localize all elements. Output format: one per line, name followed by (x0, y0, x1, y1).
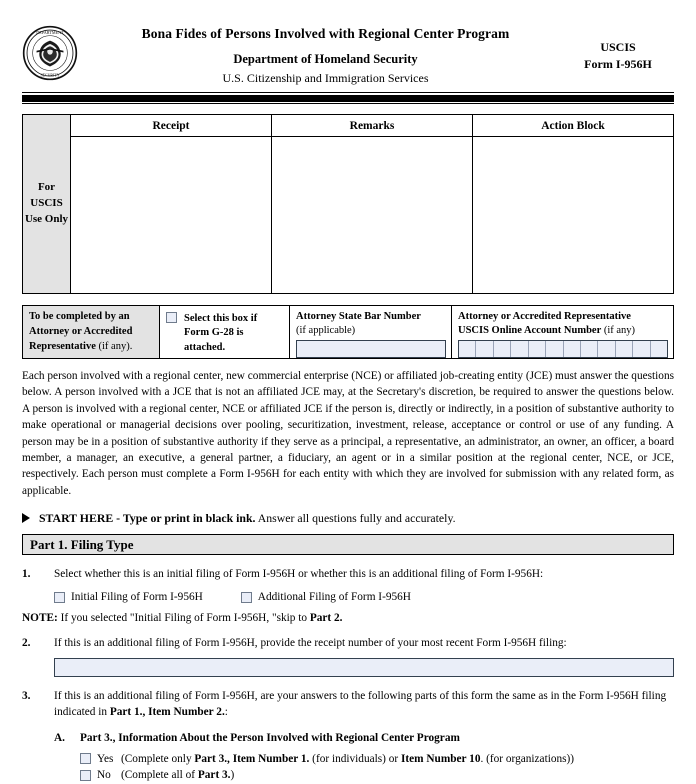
question-1-number: 1. (22, 566, 54, 582)
account-number-cell[interactable] (476, 341, 493, 357)
intro-paragraph: Each person involved with a regional center, new commercial enterprise (NCE) or affiliated job-creating entity (JCE) must answer the questions below. A person involved with a JCE that is not an affiliated JCE may, at the Secretary's discretion, be required to answer the questions below. A person is involved with a regional center, NCE or affiliated JCE if the person is, directly or indirectly, in a position of substantive authority to make operational or managerial decisions over pooling, securitization, investment, release, acceptance or control or use of any funding. A person may be in a position of substantive authority if they serve as a principal, a representative, an administrator, an owner, an officer, a board member, a manager, an executive, a general partner, a fiduciary, an agent or in a similar position at the regional center, NCE, or JCE, respectively. Each person must complete a Form I-956H for each entity with which they are involved for submission with any related form, as applicable. (22, 368, 674, 499)
sub-a-yes-no-options (80, 751, 674, 784)
account-number-cell[interactable] (511, 341, 528, 357)
divider-thin-top (22, 92, 674, 93)
sub-a-yes-text-2: (for individuals) or (309, 753, 401, 765)
start-here-regular: Answer all questions fully and accurately. (255, 511, 455, 525)
sub-a-no-text-2: ) (231, 769, 235, 781)
agency-abbrev: USCIS (557, 39, 679, 56)
sub-a-yes-ref-1: Part 3., Item Number 1. (194, 753, 309, 765)
start-here-line (22, 511, 674, 526)
question-3-reference: Part 1., Item Number 2. (110, 706, 225, 718)
receipt-column-body[interactable] (71, 137, 271, 293)
uscis-online-account-label-line1: Attorney or Accredited Representative (458, 310, 668, 324)
form-identifier (557, 39, 679, 74)
divider-thin-bottom (22, 103, 674, 104)
account-number-cell[interactable] (494, 341, 511, 357)
account-number-cell[interactable] (546, 341, 563, 357)
uscis-use-only-columns (71, 115, 673, 293)
sub-a-letter: A. (54, 732, 80, 744)
note-label: NOTE: (22, 612, 58, 624)
account-number-cell[interactable] (616, 341, 633, 357)
question-1-note (22, 612, 674, 624)
note-bold-ref: Part 2. (310, 612, 343, 624)
right-triangle-icon (22, 513, 30, 523)
sub-a-no-detail (121, 767, 234, 784)
question-3-text (54, 688, 674, 721)
question-1 (22, 566, 674, 582)
receipt-column (71, 115, 272, 293)
action-block-column-body[interactable] (473, 137, 673, 293)
sub-a-no-row[interactable] (80, 767, 674, 784)
question-3-sub-a (54, 732, 674, 744)
attorney-state-bar-sublabel: (if applicable) (296, 324, 446, 338)
uscis-online-account-cell (452, 306, 673, 358)
header-titles (90, 26, 561, 86)
sub-a-yes-label: Yes (97, 751, 121, 768)
question-2-number: 2. (22, 635, 54, 651)
additional-filing-checkbox[interactable] (241, 592, 252, 603)
initial-filing-label: Initial Filing of Form I-956H (71, 591, 203, 603)
question-2 (22, 635, 674, 651)
agency-subtitle: U.S. Citizenship and Immigration Services (90, 71, 561, 86)
initial-filing-checkbox[interactable] (54, 592, 65, 603)
attorney-section-label-bold: To be completed by an Attorney or Accredited Representative (29, 311, 132, 352)
svg-text:DEPARTMENT: DEPARTMENT (36, 30, 64, 35)
sub-a-yes-ref-2: Item Number 10 (401, 753, 481, 765)
receipt-number-input[interactable] (54, 658, 674, 677)
g28-attached-checkbox[interactable] (166, 312, 177, 323)
header-divider (22, 92, 674, 104)
sub-a-no-ref-1: Part 3. (198, 769, 231, 781)
attorney-section-label-regular: (if any). (96, 341, 132, 352)
sub-a-no-text-1: (Complete all of (121, 769, 198, 781)
attorney-state-bar-input[interactable] (296, 340, 446, 358)
remarks-column-header: Remarks (272, 115, 472, 137)
start-here-bold: START HERE - Type or print in black ink. (39, 511, 255, 525)
sub-a-yes-row[interactable] (80, 751, 674, 768)
sub-a-no-checkbox[interactable] (80, 770, 91, 781)
uscis-online-account-input[interactable] (458, 340, 668, 358)
attorney-section-table (22, 305, 674, 359)
divider-thick (22, 95, 674, 102)
account-number-cell[interactable] (581, 341, 598, 357)
sub-a-yes-text-3: . (for organizations)) (480, 753, 574, 765)
question-3 (22, 688, 674, 721)
sub-a-yes-detail (121, 751, 574, 768)
option-initial-filing[interactable] (54, 591, 203, 603)
part-1-header-bar: Part 1. Filing Type (22, 534, 674, 555)
attorney-section-label (23, 306, 160, 358)
uscis-online-account-label-regular: (if any) (601, 325, 635, 336)
question-3-text-part1: If this is an additional filing of Form I-956H, are your answers to the following parts of this form the same as in the Form I-956H filing indicated in (54, 690, 666, 718)
dhs-seal-icon (22, 25, 78, 81)
remarks-column-body[interactable] (272, 137, 472, 293)
uscis-online-account-label-line2 (458, 324, 668, 338)
sub-a-no-label: No (97, 767, 121, 784)
sub-a-yes-text-1: (Complete only (121, 753, 194, 765)
option-additional-filing[interactable] (241, 591, 411, 603)
uscis-use-only-table (22, 114, 674, 294)
sub-a-yes-checkbox[interactable] (80, 753, 91, 764)
account-number-cell[interactable] (651, 341, 667, 357)
form-number: Form I-956H (557, 56, 679, 73)
question-1-options (54, 591, 674, 603)
form-page (0, 22, 696, 766)
part-1-questions (22, 566, 674, 784)
receipt-column-header: Receipt (71, 115, 271, 137)
account-number-cell[interactable] (633, 341, 650, 357)
question-3-number: 3. (22, 688, 54, 721)
action-block-column (473, 115, 673, 293)
question-3-text-part2: : (225, 706, 228, 718)
question-1-text: Select whether this is an initial filing of Form I-956H or whether this is an additional filing of Form I-956H: (54, 566, 674, 582)
form-header (0, 22, 696, 90)
attorney-state-bar-label: Attorney State Bar Number (296, 310, 446, 324)
note-text-1: If you selected "Initial Filing of Form I-956H, "skip to (58, 612, 310, 624)
additional-filing-label: Additional Filing of Form I-956H (258, 591, 411, 603)
agency-department-title: Department of Homeland Security (90, 52, 561, 68)
svg-text:SECURITY: SECURITY (40, 74, 59, 78)
page-title: Bona Fides of Persons Involved with Regional Center Program (90, 26, 561, 43)
account-number-cell[interactable] (564, 341, 581, 357)
question-2-text: If this is an additional filing of Form I-956H, provide the receipt number of your most recent Form I-956H filing: (54, 635, 674, 651)
g28-checkbox-label: Select this box if Form G-28 is attached. (184, 312, 284, 355)
account-number-cell[interactable] (598, 341, 615, 357)
account-number-cell[interactable] (459, 341, 476, 357)
sub-a-label: Part 3., Information About the Person Involved with Regional Center Program (80, 732, 460, 744)
uscis-use-only-label: For USCIS Use Only (23, 115, 71, 293)
attorney-state-bar-cell (290, 306, 452, 358)
uscis-online-account-label-bold: USCIS Online Account Number (458, 325, 601, 336)
account-number-cell[interactable] (529, 341, 546, 357)
remarks-column (272, 115, 473, 293)
g28-checkbox-cell[interactable] (160, 306, 290, 358)
action-block-column-header: Action Block (473, 115, 673, 137)
